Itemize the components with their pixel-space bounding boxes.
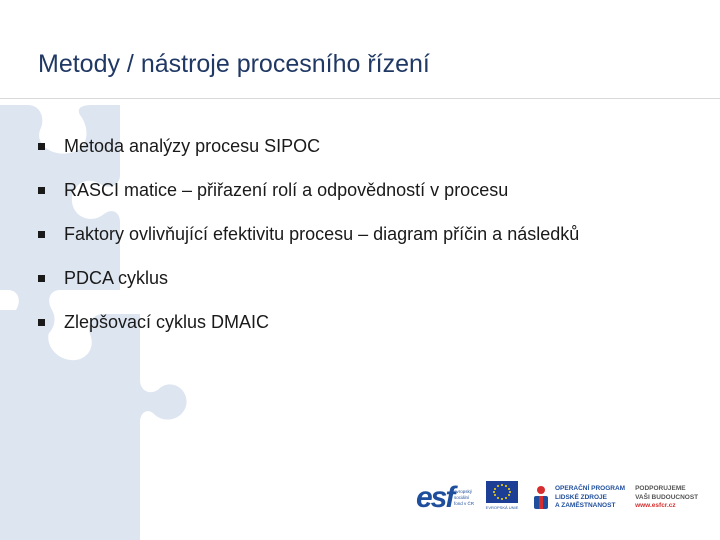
page-title: Metody / nástroje procesního řízení	[38, 50, 430, 78]
square-bullet-icon	[38, 319, 45, 326]
bullet-text: Faktory ovlivňující efektivitu procesu – diagram příčin a následků	[64, 223, 580, 244]
bullet-text: Metoda analýzy procesu SIPOC	[64, 135, 321, 156]
bullet-item	[38, 168, 579, 212]
support-line2: VAŠI BUDOUCNOST	[635, 493, 699, 501]
eu-logo	[484, 481, 520, 515]
square-bullet-icon	[38, 231, 45, 238]
support-line1: PODPORUJEME	[635, 485, 686, 493]
footer-logos	[416, 478, 706, 518]
eu-flag-icon	[486, 481, 518, 503]
op-logo	[530, 485, 625, 511]
bullet-text: Zlepšovací cyklus DMAIC	[64, 311, 270, 332]
square-bullet-icon	[38, 187, 45, 194]
esf-logo	[416, 481, 476, 515]
bullet-item	[38, 124, 579, 168]
esf-logo-subtext: evropský sociální fond v ČR	[454, 489, 475, 506]
support-text	[635, 485, 698, 511]
bullet-text: PDCA cyklus	[64, 267, 169, 288]
eu-caption: EVROPSKÁ UNIE	[485, 505, 519, 510]
support-url: www.esfcr.cz	[635, 502, 676, 510]
op-line2: LIDSKÉ ZDROJE	[555, 493, 608, 501]
bullet-text: RASCI matice – přiřazení rolí a odpovědností v procesu	[64, 179, 509, 200]
title-divider	[0, 98, 720, 99]
esf-logo-text: esf	[416, 481, 454, 514]
op-line1: OPERAČNÍ PROGRAM	[555, 485, 626, 493]
square-bullet-icon	[38, 143, 45, 150]
bullet-item	[38, 300, 579, 344]
bullet-item	[38, 212, 579, 256]
bullet-list	[38, 124, 579, 344]
op-text	[555, 485, 625, 511]
op-people-icon	[530, 485, 552, 511]
square-bullet-icon	[38, 275, 45, 282]
op-line3: A ZAMĚSTNANOST	[555, 502, 616, 510]
bullet-item	[38, 256, 579, 300]
